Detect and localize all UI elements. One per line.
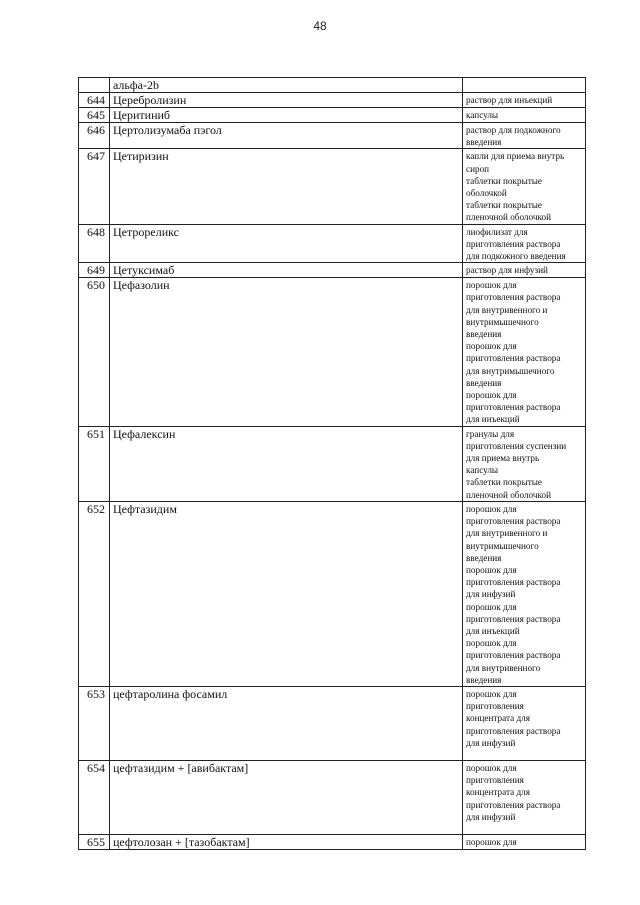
dosage-form-line: введения: [466, 552, 502, 563]
dosage-form-line: приготовления раствора: [466, 402, 561, 413]
dosage-form-line: для инфузий: [466, 737, 516, 748]
dosage-form-line: приготовления раствора: [466, 577, 561, 588]
dosage-form-line: введения: [466, 137, 502, 148]
dosage-form-line: капсулы: [466, 465, 499, 476]
dosage-form-line: для инфузий: [466, 589, 516, 600]
dosage-forms: [463, 149, 586, 224]
dosage-form-line: гранулы для: [466, 428, 515, 439]
table-row: [79, 149, 586, 224]
dosage-form-line: для внутривенного и: [466, 304, 548, 315]
row-number: 649: [79, 263, 110, 278]
drug-name: Церебролизин: [110, 93, 463, 108]
drug-name: цефтолозан + [тазобактам]: [110, 834, 463, 849]
dosage-form-line: приготовления раствора: [466, 292, 561, 303]
table-row: [79, 224, 586, 263]
dosage-form-line: приготовления раствора: [466, 725, 561, 736]
dosage-form-line: для инфузий: [466, 811, 516, 822]
dosage-form-line: капли для приема внутрь: [466, 151, 565, 162]
table-row: [79, 686, 586, 760]
dosage-forms: [463, 93, 586, 108]
dosage-form-line: для подкожного введения: [466, 251, 566, 262]
dosage-form-line: приготовления: [466, 775, 524, 786]
row-number: 644: [79, 93, 110, 108]
dosage-form-line: оболочкой: [466, 188, 507, 199]
row-number: [79, 78, 110, 93]
dosage-forms: [463, 501, 586, 686]
drug-name: Цетуксимаб: [110, 263, 463, 278]
dosage-form-line: приготовления раствора: [466, 516, 561, 527]
dosage-form-line: сироп: [466, 163, 490, 174]
dosage-form-line: приготовления раствора: [466, 650, 561, 661]
dosage-form-line: пленочной оболочкой: [466, 212, 552, 223]
row-number: 655: [79, 834, 110, 849]
dosage-form-line: порошок для: [466, 280, 517, 291]
dosage-forms: [463, 263, 586, 278]
row-number: 646: [79, 123, 110, 149]
dosage-forms: [463, 78, 586, 93]
dosage-form-line: таблетки покрытые: [466, 477, 543, 488]
dosage-form-line: приготовления суспензии: [466, 440, 567, 451]
drug-name: Цетиризин: [110, 149, 463, 224]
dosage-form-line: порошок для: [466, 564, 517, 575]
dosage-forms: [463, 834, 586, 849]
table-row: [79, 278, 586, 426]
drug-name: Цетрореликс: [110, 224, 463, 263]
page-number: 48: [313, 19, 327, 33]
table-row: [79, 263, 586, 278]
dosage-form-line: концентрата для: [466, 787, 530, 798]
dosage-form-line: порошок для: [466, 341, 517, 352]
dosage-form-line: порошок для: [466, 762, 517, 773]
drug-name: цефтазидим + [авибактам]: [110, 760, 463, 834]
row-number: 654: [79, 760, 110, 834]
dosage-form-line: раствор для инфузий: [466, 265, 548, 276]
dosage-form-line: таблетки покрытые: [466, 200, 543, 211]
table-row: [79, 78, 586, 93]
dosage-form-line: порошок для: [466, 503, 517, 514]
row-number: 651: [79, 426, 110, 501]
dosage-form-line: порошок для: [466, 836, 517, 847]
dosage-form-line: раствор для подкожного: [466, 125, 561, 135]
dosage-form-line: для внутривенного и: [466, 528, 548, 539]
dosage-form-line: порошок для: [466, 390, 517, 401]
dosage-form-line: введения: [466, 329, 502, 340]
row-number: 652: [79, 501, 110, 686]
dosage-form-line: внутримышечного: [466, 540, 539, 551]
dosage-form-line: приготовления раствора: [466, 353, 561, 364]
dosage-forms: [463, 224, 586, 263]
dosage-forms: [463, 426, 586, 501]
dosage-form-line: приготовления: [466, 701, 524, 712]
dosage-forms: [463, 686, 586, 760]
drug-table-body: [79, 78, 586, 850]
drug-name: цефтаролина фосамил: [110, 686, 463, 760]
dosage-form-line: лиофилизат для: [466, 226, 528, 237]
dosage-form-line: порошок для: [466, 688, 517, 699]
dosage-form-line: раствор для инъекций: [466, 95, 553, 105]
drug-table: [78, 77, 586, 850]
drug-name: Цефазолин: [110, 278, 463, 426]
dosage-forms: [463, 760, 586, 834]
drug-name: альфа-2b: [110, 78, 463, 93]
dosage-form-line: пленочной оболочкой: [466, 489, 552, 500]
table-row: [79, 123, 586, 149]
table-row: [79, 760, 586, 834]
row-number: 653: [79, 686, 110, 760]
dosage-form-line: для внутримышечного: [466, 365, 555, 376]
drug-name: Цертолизумаба пэгол: [110, 123, 463, 149]
table-row: [79, 93, 586, 108]
dosage-form-line: таблетки покрытые: [466, 175, 543, 186]
dosage-form-line: для приема внутрь: [466, 453, 540, 464]
dosage-form-line: приготовления раствора: [466, 613, 561, 624]
dosage-form-line: внутримышечного: [466, 316, 539, 327]
row-number: 650: [79, 278, 110, 426]
drug-name: Цефтазидим: [110, 501, 463, 686]
dosage-form-line: приготовления раствора: [466, 238, 561, 249]
dosage-forms: [463, 278, 586, 426]
dosage-form-line: для инъекций: [466, 625, 520, 636]
drug-name: Цефалексин: [110, 426, 463, 501]
table-row: [79, 834, 586, 849]
table-row: [79, 426, 586, 501]
dosage-form-line: концентрата для: [466, 713, 530, 724]
table-row: [79, 108, 586, 123]
dosage-form-line: порошок для: [466, 601, 517, 612]
dosage-forms: [463, 123, 586, 149]
dosage-form-line: капсулы: [466, 110, 499, 120]
row-number: 647: [79, 149, 110, 224]
row-number: 648: [79, 224, 110, 263]
dosage-form-line: порошок для: [466, 638, 517, 649]
dosage-form-line: введения: [466, 674, 502, 685]
drug-name: Церитиниб: [110, 108, 463, 123]
row-number: 645: [79, 108, 110, 123]
table-row: [79, 501, 586, 686]
dosage-form-line: приготовления раствора: [466, 799, 561, 810]
dosage-form-line: для внутривенного: [466, 662, 541, 673]
dosage-forms: [463, 108, 586, 123]
dosage-form-line: для инъекций: [466, 414, 520, 425]
dosage-form-line: введения: [466, 377, 502, 388]
